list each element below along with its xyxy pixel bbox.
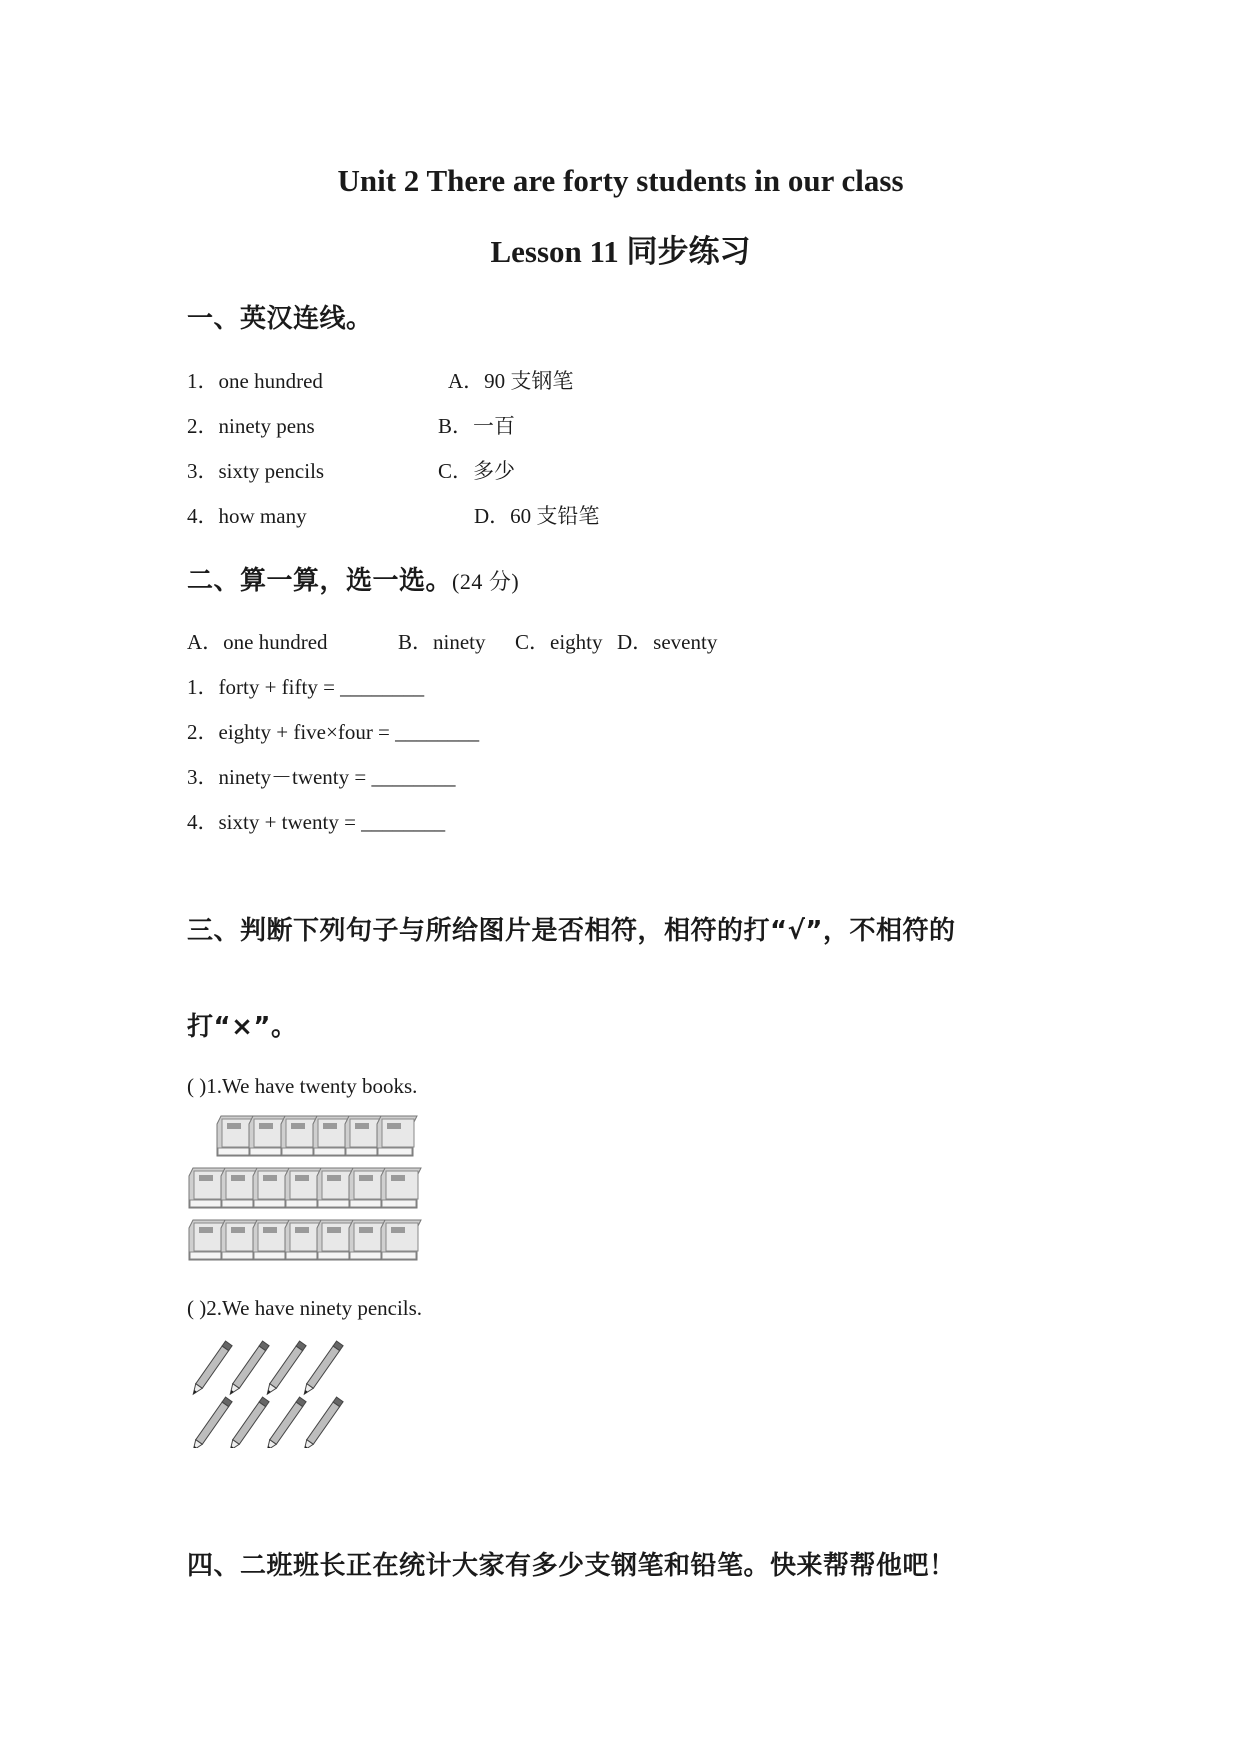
page-title: Unit 2 There are forty students in our class [337,163,904,198]
match-left-2: 2．ninety pens [187,414,315,438]
pencil-icon [227,1397,269,1448]
calc-question-3: 3．ninety－twenty = ________ [187,765,456,789]
book-icon [381,1220,421,1260]
calc-question-2: 2．eighty + five×four = ________ [187,720,480,744]
match-right-b: B．一百 [438,414,516,438]
section4-heading: 四、二班班长正在统计大家有多少支钢笔和铅笔。快来帮帮他吧！ [187,1551,956,1581]
option-c: C．eighty [515,630,603,654]
pencil-icon [264,1341,306,1396]
judge-question-1: ( )1.We have twenty books. [187,1074,418,1098]
books-illustration [187,1112,487,1268]
option-d: D．seventy [617,630,718,654]
judge-question-2: ( )2.We have ninety pencils. [187,1296,423,1320]
pencil-icon [301,1397,343,1448]
match-left-4: 4．how many [187,504,307,528]
match-left-1: 1．one hundred [187,369,323,393]
section1-heading: 一、英汉连线。 [187,304,373,334]
pencils-illustration [187,1336,347,1448]
option-b: B．ninety [398,630,486,654]
pencil-icon [301,1341,343,1396]
match-right-d: D．60 支铅笔 [474,504,600,528]
book-icon [377,1116,417,1156]
section2-heading-text: 二、算一算，选一选。 [187,566,453,596]
section3-heading-line1: 三、判断下列句子与所给图片是否相符，相符的打“√”，不相符的 [187,916,956,946]
match-left-3: 3．sixty pencils [187,459,325,483]
option-a: A．one hundred [187,630,328,654]
section3-heading-line2: 打“×”。 [187,1012,298,1042]
match-right-a: A．90 支钢笔 [448,369,574,393]
calc-question-4: 4．sixty + twenty = ________ [187,810,446,834]
section2-heading [187,560,519,597]
match-right-c: C．多少 [438,459,516,483]
pencil-icon [264,1397,306,1448]
page-subtitle: Lesson 11 同步练习 [490,234,751,269]
pencil-icon [190,1341,232,1396]
section2-score: (24 分) [452,569,520,594]
pencil-icon [190,1397,232,1448]
book-icon [381,1168,421,1208]
pencil-icon [227,1341,269,1396]
calc-question-1: 1．forty + fifty = ________ [187,675,425,699]
